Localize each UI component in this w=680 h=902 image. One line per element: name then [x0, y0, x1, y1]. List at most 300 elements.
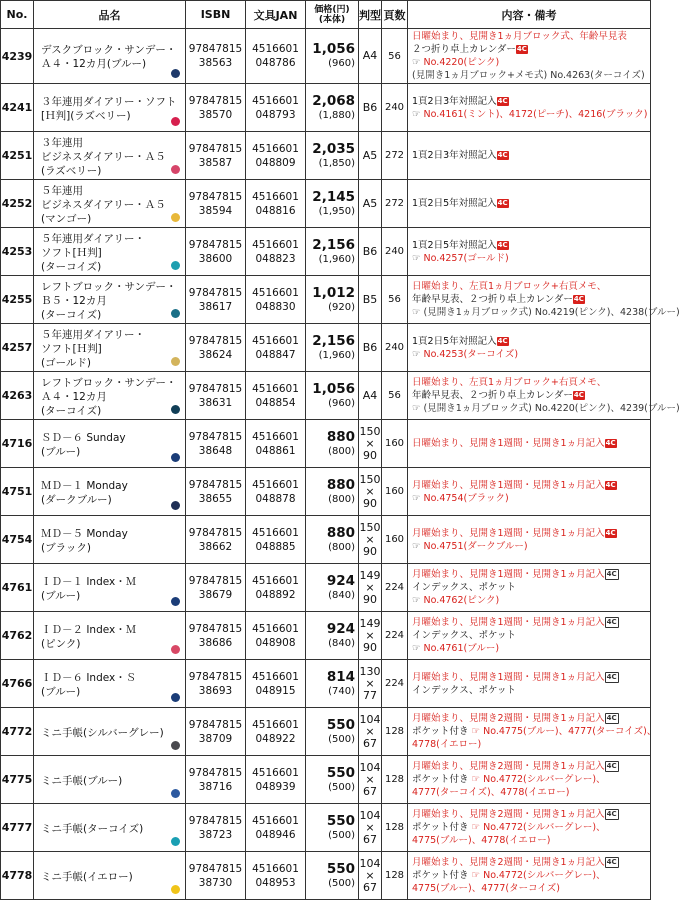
cell-jan — [246, 29, 306, 84]
header-price — [306, 1, 359, 29]
color-swatch-icon — [171, 645, 180, 654]
size-line: × — [365, 676, 375, 690]
table-row — [1, 29, 651, 84]
note-text: No.4161(ミント)、4172(ピーチ)、4216(ブラック) — [423, 108, 648, 120]
cell-price — [306, 660, 359, 708]
price-tax-included: 880 — [326, 476, 355, 493]
price-base: (840) — [328, 637, 355, 649]
product-name-line: (ターコイズ) — [41, 404, 102, 417]
isbn-line: 38686 — [198, 636, 233, 649]
product-name-line: ＳＤ－６ Sunday — [41, 431, 126, 444]
size-line: 104 — [359, 808, 381, 822]
note-text: No.4220(ピンク) — [423, 57, 500, 68]
price-tax-included: 1,012 — [312, 284, 355, 301]
note-text: ポケット付き — [412, 726, 469, 737]
cell-jan — [246, 516, 306, 564]
cell-pages: 128 — [382, 708, 408, 756]
jan-line: 048786 — [255, 57, 296, 69]
cell-notes — [408, 132, 651, 180]
jan-line: 048823 — [255, 252, 296, 265]
cell-no: 4754 — [1, 516, 34, 564]
table-row — [1, 276, 651, 324]
cell-jan — [246, 660, 306, 708]
note-text: 1頁2日5年対照記入 — [412, 239, 497, 251]
cell-pages: 128 — [382, 756, 408, 804]
note-text: No.4762(ピンク) — [423, 595, 500, 606]
cell-notes — [408, 276, 680, 324]
cell-jan — [246, 228, 306, 276]
note-line — [412, 712, 646, 725]
note-line — [412, 492, 646, 505]
cell-notes — [408, 756, 651, 804]
cell-isbn — [186, 132, 246, 180]
table-row — [1, 564, 651, 612]
price-base: (960) — [328, 58, 355, 69]
isbn-line: 38693 — [198, 684, 233, 697]
product-name-line: ＭＤ－１ Monday — [41, 479, 128, 492]
four-color-badge-icon: 4C — [497, 336, 508, 345]
jan-line: 4516601 — [252, 190, 299, 203]
product-name-line: ＭＤ－５ Monday — [41, 527, 128, 540]
color-swatch-icon — [171, 357, 180, 366]
cell-price — [306, 132, 359, 180]
cell-isbn — [186, 29, 246, 84]
pointing-hand-icon: ☞ — [412, 492, 424, 504]
header-price-line1: 価格(円) — [314, 4, 350, 15]
cell-notes — [408, 708, 657, 756]
cell-no: 4772 — [1, 708, 34, 756]
note-text: 月曜始まり、見開き2週間・見開き1ヵ月記入 — [412, 809, 605, 820]
four-color-badge-icon: 4C — [497, 151, 508, 159]
jan-line: 048809 — [255, 156, 296, 169]
note-text: 月曜始まり、見開き2週間・見開き1ヵ月記入 — [412, 761, 605, 772]
product-name-line: ミニ手帳(ターコイズ) — [41, 822, 144, 835]
price-base: (1,950) — [318, 205, 355, 217]
cell-jan — [246, 420, 306, 468]
note-text: インデックス、ポケット — [412, 684, 517, 696]
cell-size — [359, 29, 382, 84]
note-text: No.4754(ブラック) — [423, 492, 509, 504]
isbn-line: 38709 — [198, 732, 233, 745]
price-tax-included: 2,156 — [312, 332, 355, 349]
price-base: (800) — [328, 493, 355, 505]
note-line — [412, 629, 646, 642]
cell-no: 4766 — [1, 660, 34, 708]
note-text: No.4761(ブルー) — [423, 643, 500, 654]
cell-name — [34, 84, 186, 132]
cell-isbn — [186, 420, 246, 468]
product-name-line: Ａ４・12カ月(ブルー) — [41, 58, 147, 70]
jan-line: 4516601 — [252, 622, 299, 635]
jan-line: 048908 — [255, 636, 296, 649]
note-text-related: ☞ No.4772(シルバーグレー)、 — [468, 870, 606, 881]
note-line — [412, 642, 646, 655]
note-text: 月曜始まり、見開き1週間・見開き1ヵ月記入 — [412, 479, 605, 491]
price-base: (1,960) — [318, 253, 355, 265]
size-line: A4 — [362, 388, 378, 402]
product-name-line: ミニ手帳(シルバーグレー) — [41, 726, 164, 739]
size-line: 90 — [363, 640, 377, 654]
table-row — [1, 372, 651, 420]
cell-size — [359, 132, 382, 180]
cell-notes — [408, 804, 651, 852]
note-line — [412, 376, 646, 389]
note-text: (見開き1ヵ月ブロック+メモ式) No.4263(ターコイズ) — [412, 70, 645, 81]
color-swatch-icon — [171, 597, 180, 606]
size-line: 150 — [359, 472, 381, 486]
color-swatch-icon — [171, 789, 180, 798]
isbn-line: 97847815 — [188, 430, 243, 443]
four-color-badge-icon: 4C — [606, 810, 617, 818]
size-line: 67 — [363, 832, 377, 846]
note-line — [412, 540, 646, 553]
product-name-line: ５年連用ダイアリー・ — [41, 232, 146, 245]
size-line: 67 — [363, 736, 377, 750]
cell-notes — [408, 612, 651, 660]
pointing-hand-icon: ☞ — [412, 643, 424, 654]
jan-line: 4516601 — [252, 286, 299, 299]
cell-price — [306, 468, 359, 516]
cell-notes — [408, 372, 680, 420]
size-line: 67 — [363, 880, 377, 894]
table-row — [1, 660, 651, 708]
size-line: × — [365, 724, 375, 738]
cell-pages: 224 — [382, 660, 408, 708]
pointing-hand-icon: ☞ — [412, 252, 424, 264]
cell-no: 4253 — [1, 228, 34, 276]
cell-pages: 56 — [382, 372, 408, 420]
cell-name — [34, 276, 186, 324]
note-text: ポケット付き — [412, 822, 469, 833]
product-name-line: (マンゴー) — [41, 212, 92, 225]
cell-isbn — [186, 372, 246, 420]
four-color-badge-icon: 4C — [606, 858, 617, 866]
size-line: × — [365, 436, 375, 450]
isbn-line: 38570 — [198, 108, 233, 121]
cell-size — [359, 324, 382, 372]
color-swatch-icon — [171, 885, 180, 894]
four-color-badge-icon: 4C — [605, 528, 616, 537]
color-swatch-icon — [171, 117, 180, 126]
cell-size — [359, 84, 382, 132]
product-name-line: Ｂ５・12カ月 — [41, 294, 107, 307]
jan-line: 048922 — [255, 732, 296, 745]
note-text: 1頁2日3年対照記入 — [412, 95, 497, 107]
cell-no: 4751 — [1, 468, 34, 516]
product-name-line: ビジネスダイアリー・Ａ５ — [41, 198, 166, 211]
table-row — [1, 180, 651, 228]
jan-line: 4516601 — [252, 382, 299, 395]
color-swatch-icon — [171, 261, 180, 270]
isbn-line: 97847815 — [188, 286, 243, 299]
product-name-line: ５年連用 — [41, 184, 83, 197]
cell-jan — [246, 372, 306, 420]
cell-pages: 224 — [382, 564, 408, 612]
cell-pages: 128 — [382, 852, 408, 900]
note-text: 日曜始まり、左頁1ヵ月ブロック+右頁メモ、 — [412, 377, 607, 388]
cell-price — [306, 516, 359, 564]
cell-no: 4775 — [1, 756, 34, 804]
cell-price — [306, 324, 359, 372]
cell-price — [306, 29, 359, 84]
size-line: 150 — [359, 520, 381, 534]
note-text: 月曜始まり、見開き2週間・見開き1ヵ月記入 — [412, 857, 605, 868]
jan-line: 4516601 — [252, 334, 299, 347]
product-name-line: ビジネスダイアリー・Ａ５ — [41, 150, 166, 163]
cell-jan — [246, 468, 306, 516]
size-line: × — [365, 628, 375, 642]
cell-no: 4241 — [1, 84, 34, 132]
cell-isbn — [186, 276, 246, 324]
cell-no: 4255 — [1, 276, 34, 324]
cell-size — [359, 228, 382, 276]
note-line — [412, 293, 646, 306]
jan-line: 048915 — [255, 684, 296, 697]
header-price-line2: (本体) — [318, 14, 346, 25]
cell-pages: 160 — [382, 420, 408, 468]
size-line: 104 — [359, 856, 381, 870]
jan-line: 048878 — [255, 492, 296, 505]
jan-line: 4516601 — [252, 478, 299, 491]
price-base: (500) — [328, 829, 355, 841]
note-text: 日曜始まり、見開き1ヵ月ブロック式、年齢早見表 — [412, 31, 627, 42]
price-base: (1,850) — [318, 157, 355, 169]
color-swatch-icon — [171, 405, 180, 414]
cell-name — [34, 708, 186, 756]
price-tax-included: 2,145 — [312, 188, 355, 205]
jan-line: 048816 — [255, 204, 296, 217]
cell-pages: 56 — [382, 276, 408, 324]
price-tax-included: 550 — [326, 860, 355, 877]
header-no: No. — [1, 1, 34, 29]
jan-line: 048892 — [255, 588, 296, 601]
cell-name — [34, 756, 186, 804]
color-swatch-icon — [171, 309, 180, 318]
price-tax-included: 550 — [326, 812, 355, 829]
jan-line: 4516601 — [252, 526, 299, 539]
product-name-line: ＩＤ－１ Index・Ｍ — [41, 575, 137, 588]
pointing-hand-icon: ☞ — [412, 403, 424, 414]
isbn-line: 97847815 — [188, 382, 243, 395]
note-line — [412, 335, 646, 348]
isbn-line: 97847815 — [188, 526, 243, 539]
cell-pages: 240 — [382, 324, 408, 372]
cell-no: 4761 — [1, 564, 34, 612]
jan-line: 4516601 — [252, 238, 299, 251]
note-line — [412, 437, 646, 450]
note-line — [412, 280, 646, 293]
cell-isbn — [186, 612, 246, 660]
size-line: B5 — [362, 292, 378, 306]
product-name-line: ミニ手帳(イエロー) — [41, 870, 133, 883]
cell-isbn — [186, 516, 246, 564]
cell-size — [359, 516, 382, 564]
cell-no: 4263 — [1, 372, 34, 420]
note-text: 4778(イエロー) — [412, 739, 482, 750]
jan-line: 048861 — [255, 444, 296, 457]
price-base: (500) — [328, 781, 355, 793]
note-line — [412, 684, 646, 697]
cell-isbn — [186, 324, 246, 372]
product-name-line: (ブルー) — [41, 445, 81, 458]
cell-jan — [246, 612, 306, 660]
note-text: No.4751(ダークブルー) — [423, 540, 528, 552]
price-tax-included: 1,056 — [312, 380, 355, 397]
note-line — [412, 869, 646, 882]
table-row — [1, 420, 651, 468]
size-line: 90 — [363, 592, 377, 606]
price-tax-included: 924 — [326, 620, 355, 637]
product-name-line: デスクブロック・サンデー・ — [41, 44, 177, 56]
note-line — [412, 479, 646, 492]
table-row — [1, 852, 651, 900]
cell-price — [306, 420, 359, 468]
cell-price — [306, 228, 359, 276]
note-line — [412, 43, 646, 56]
price-base: (920) — [328, 301, 355, 313]
cell-isbn — [186, 180, 246, 228]
note-text-related: ☞ No.4775(ブルー)、4777(ターコイズ)、 — [468, 726, 657, 737]
four-color-badge-icon: 4C — [573, 295, 584, 303]
size-line: 104 — [359, 712, 381, 726]
cell-name — [34, 468, 186, 516]
product-name-line: ソフト[Ｈ判] — [41, 246, 102, 259]
jan-line: 4516601 — [252, 94, 299, 107]
cell-pages: 160 — [382, 516, 408, 564]
cell-pages: 240 — [382, 84, 408, 132]
four-color-badge-icon: 4C — [605, 480, 616, 489]
cell-price — [306, 276, 359, 324]
product-name-line: ３年連用 — [41, 136, 83, 149]
cell-no: 4251 — [1, 132, 34, 180]
cell-jan — [246, 84, 306, 132]
cell-isbn — [186, 660, 246, 708]
note-line — [412, 95, 646, 108]
jan-line: 4516601 — [252, 862, 299, 875]
isbn-line: 97847815 — [188, 334, 243, 347]
four-color-badge-icon: 4C — [573, 391, 584, 399]
table-row — [1, 132, 651, 180]
note-text: 4775(ブルー)、4777(ターコイズ) — [412, 883, 560, 894]
note-text: 1頁2日3年対照記入 — [412, 150, 497, 161]
product-name-line: (ピンク) — [41, 637, 81, 650]
cell-price — [306, 852, 359, 900]
jan-line: 048847 — [255, 348, 296, 361]
note-text: 日曜始まり、見開き1週間・見開き1ヵ月記入 — [412, 438, 605, 449]
jan-line: 048939 — [255, 780, 296, 793]
note-line — [412, 808, 646, 821]
note-text-related: ☞ No.4772(シルバーグレー)、 — [468, 822, 606, 833]
product-name-line: ミニ手帳(ブルー) — [41, 774, 123, 787]
note-text: (見開き1ヵ月ブロック式) No.4219(ピンク)、4238(ブルー) — [423, 307, 680, 318]
cell-notes — [408, 228, 651, 276]
isbn-line: 97847815 — [188, 478, 243, 491]
four-color-badge-icon: 4C — [605, 439, 616, 447]
isbn-line: 97847815 — [188, 574, 243, 587]
product-name-line: ３年連用ダイアリー・ソフト — [41, 95, 177, 108]
product-name-line: (ゴールド) — [41, 356, 91, 369]
size-line: × — [365, 532, 375, 546]
note-line — [412, 108, 646, 121]
isbn-line: 38563 — [198, 57, 233, 69]
cell-size — [359, 852, 382, 900]
four-color-badge-icon: 4C — [606, 570, 617, 578]
note-line — [412, 671, 646, 684]
jan-line: 4516601 — [252, 670, 299, 683]
jan-line: 4516601 — [252, 430, 299, 443]
price-base: (740) — [328, 685, 355, 697]
cell-jan — [246, 756, 306, 804]
price-tax-included: 814 — [326, 668, 355, 685]
size-line: 77 — [363, 688, 377, 702]
note-line — [412, 402, 680, 415]
product-name-line: [Ｈ判](ラズベリー) — [41, 109, 131, 122]
price-tax-included: 550 — [326, 764, 355, 781]
cell-size — [359, 708, 382, 756]
cell-name — [34, 324, 186, 372]
cell-isbn — [186, 756, 246, 804]
size-line: A5 — [362, 196, 378, 210]
product-name-line: ＩＤ－２ Index・Ｍ — [41, 623, 137, 636]
isbn-line: 38662 — [198, 540, 233, 553]
cell-price — [306, 180, 359, 228]
size-line: 67 — [363, 784, 377, 798]
product-name-line: (ラズベリー) — [41, 164, 102, 177]
four-color-badge-icon: 4C — [606, 672, 617, 681]
product-name-line: (ダークブルー) — [41, 493, 112, 506]
cell-name — [34, 228, 186, 276]
price-base: (800) — [328, 445, 355, 457]
cell-isbn — [186, 564, 246, 612]
product-name-line: ５年連用ダイアリー・ — [41, 328, 146, 341]
price-tax-included: 2,068 — [312, 92, 355, 109]
cell-name — [34, 29, 186, 84]
cell-jan — [246, 564, 306, 612]
product-name-line: (ブラック) — [41, 541, 91, 554]
isbn-line: 38730 — [198, 876, 233, 889]
note-line — [412, 882, 646, 895]
table-row — [1, 324, 651, 372]
size-line: × — [365, 772, 375, 786]
isbn-line: 38723 — [198, 828, 233, 841]
note-text: 4775(ブルー)、4778(イエロー) — [412, 835, 551, 846]
size-line: B6 — [362, 100, 378, 114]
isbn-line: 38600 — [198, 252, 233, 265]
cell-name — [34, 516, 186, 564]
cell-notes — [408, 468, 651, 516]
size-line: × — [365, 820, 375, 834]
price-base: (1,880) — [318, 109, 355, 121]
cell-name — [34, 372, 186, 420]
isbn-line: 38679 — [198, 588, 233, 601]
size-line: × — [365, 868, 375, 882]
cell-size — [359, 420, 382, 468]
note-line — [412, 834, 646, 847]
color-swatch-icon — [171, 213, 180, 222]
cell-size — [359, 180, 382, 228]
isbn-line: 97847815 — [188, 190, 243, 203]
cell-isbn — [186, 708, 246, 756]
size-line: × — [365, 580, 375, 594]
color-swatch-icon — [171, 453, 180, 462]
jan-line: 048830 — [255, 300, 296, 313]
note-line — [412, 738, 646, 751]
note-text: 年齢早見表、２つ折り卓上カレンダー — [412, 294, 573, 305]
cell-size — [359, 660, 382, 708]
size-line: 149 — [359, 616, 381, 630]
note-line — [412, 306, 680, 319]
cell-notes — [408, 180, 651, 228]
